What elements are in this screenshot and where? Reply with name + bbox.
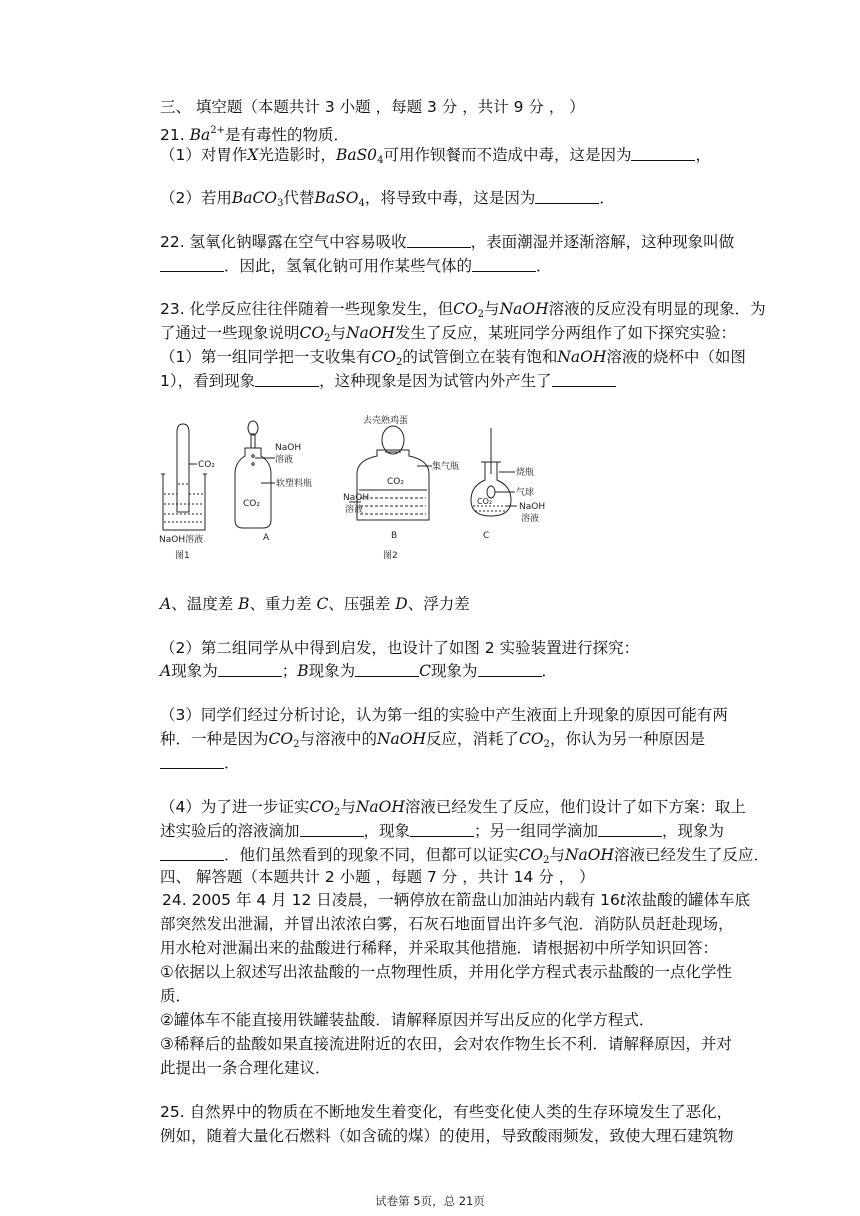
co2-formula: $CO_2$: [309, 798, 341, 818]
page-footer: 试卷第 5页，总 21页: [375, 1194, 485, 1208]
answer-blank: [407, 233, 471, 248]
q23-part4-line1: （4）为了进一步证实$CO_2$与NaOH溶液已经发生了反应，他们设计了如下方案：取上: [160, 798, 746, 818]
a-naoh-label: NaOH: [275, 443, 302, 453]
co2-formula: $CO_2$: [268, 730, 300, 750]
q23-part3-line1: （3）同学们经过分析讨论，认为第一组的实验中产生液面上升现象的原因可能有两: [160, 706, 728, 724]
q21-stem: 21. $Ba^{2+}$是有毒性的物质．: [160, 125, 349, 144]
q23-part3-line2: 种．一种是因为$CO_2$与溶液中的NaOH反应，消耗了$CO_2$，你认为另一种原因是: [160, 730, 705, 750]
q23-part3-line3: ．: [160, 753, 240, 773]
q24-line2: 部突然发出泄漏，并冒出浓浓白雾，石灰石地面冒出许多气泡．消防队员赶赴现场，: [160, 915, 734, 933]
answer-blank: [472, 257, 536, 272]
naoh-formula: NaOH: [345, 324, 396, 342]
a-solution-label: 溶液: [275, 455, 294, 465]
q21-part1: （1）对胃作X光造影时，$BaS0_4$可用作钡餐而不造成中毒，这是因为 ，: [160, 146, 711, 166]
answer-blank: [218, 662, 282, 677]
q23-line4: 1），看到现象 ，这种现象是因为试管内外产生了: [160, 371, 616, 391]
q24-line1: 24. 2005 年 4 月 12 日凌晨，一辆停放在箭盘山加油站内载有 16t浓盐酸的罐体车底: [162, 891, 751, 909]
figure1-beaker-icon: [161, 424, 207, 530]
answer-blank: [355, 662, 419, 677]
c-flask-label: 烧瓶: [516, 468, 535, 478]
q23-line2: 了通过一些现象说明$CO_2$与NaOH发生了反应，某班同学分两组作了如下探究实验：: [160, 324, 737, 344]
q24-line7: ③稀释后的盐酸如果直接流进附近的农田，会对农作物生长不利．请解释原因，并对: [160, 1035, 732, 1053]
answer-blank: [160, 257, 224, 272]
b-solution-label: 溶液: [345, 505, 364, 515]
a-letter: A: [263, 533, 270, 543]
q23-options: A、温度差 B、重力差 C、压强差 D、浮力差: [160, 595, 470, 613]
answer-blank: [631, 146, 695, 161]
c-co2-label: CO₂: [477, 497, 493, 506]
answer-blank: [255, 372, 319, 387]
fig1-co2-label: CO₂: [198, 460, 215, 470]
naoh-formula: NaOH: [564, 846, 615, 864]
c-balloon-label: 气球: [516, 488, 535, 498]
a-co2-label: CO₂: [243, 499, 260, 509]
co2-formula: $CO_2$: [371, 348, 403, 368]
q21-number: 21.: [160, 126, 185, 144]
baso4-formula: BaSO$_4$: [314, 189, 365, 209]
co2-formula: $CO_2$: [518, 846, 550, 866]
q23-part2-line2: A现象为 ；B现象为 C现象为 ．: [160, 662, 558, 680]
q24-line4: ①依据以上叙述写出浓盐酸的一点物理性质，并用化学方程式表示盐酸的一点化学性: [160, 963, 732, 981]
bottle-a-icon: [235, 421, 275, 528]
q25-line2: 例如，随着大量化石燃料（如含硫的煤）的使用，导致酸雨频发，致使大理石建筑物: [160, 1127, 734, 1145]
q23-part4-line2: 述实验后的溶液滴加 ，现象 ；另一组同学滴加 ，现象为: [160, 822, 725, 840]
b-egg-label: 去壳熟鸡蛋: [363, 416, 409, 426]
answer-blank: [160, 846, 224, 861]
a-bottle-label: 软塑料瓶: [276, 479, 313, 489]
q23-line1: 23. 化学反应往往伴随着一些现象发生，但$CO_2$与NaOH溶液的反应没有明显的现象．为: [160, 300, 766, 320]
naoh-formula: NaOH: [355, 798, 405, 816]
answer-blank: [598, 822, 662, 837]
answer-blank: [160, 754, 224, 769]
q24-line8: 此提出一条合理化建议．: [160, 1059, 331, 1077]
naoh-formula: NaOH: [376, 730, 427, 748]
section-3-title: 三、 填空题（本题共计 3 小题 ，每题 3 分 ，共计 9 分 ， ）: [160, 98, 585, 116]
q23-part4-line3: ．他们虽然看到的现象不同，但都可以证实$CO_2$与NaOH溶液已经发生了反应．: [160, 845, 769, 871]
co2-formula: $CO_2$: [299, 324, 331, 344]
q24-line3: 用水枪对泄漏出来的盐酸进行稀释，并采取其他措施．请根据初中所学知识回答：: [160, 939, 719, 957]
answer-blank: [300, 822, 364, 837]
answer-blank: [478, 662, 542, 677]
b-naoh-label: NaOH: [343, 493, 370, 503]
q22-line2: ．因此，氢氧化钠可用作某些气体的 ．: [160, 256, 552, 276]
baco3-formula: BaCO$_3$: [231, 189, 284, 209]
b-letter: B: [391, 531, 398, 541]
co2-formula: $CO_2$: [519, 730, 550, 750]
answer-blank: [410, 822, 474, 837]
answer-blank: [535, 189, 599, 204]
q23-line3: （1）第一组同学把一支收集有$CO_2$的试管倒立在装有饱和NaOH溶液的烧杯中（如图: [160, 348, 746, 368]
c-solution-label: 溶液: [521, 514, 540, 524]
naoh-formula: NaOH: [499, 300, 549, 318]
c-naoh-label: NaOH: [519, 502, 546, 512]
naoh-formula: NaOH: [557, 348, 607, 366]
answer-blank: [552, 372, 616, 387]
q25-line1: 25. 自然界中的物质在不断地发生着变化，有些变化使人类的生存环境发生了恶化，: [160, 1103, 733, 1121]
c-letter: C: [483, 531, 490, 541]
q21-part2: （2）若用BaCO$_3$代替BaSO$_4$，将导致中毒，这是因为 ．: [160, 189, 615, 209]
b-co2-label: CO₂: [387, 477, 404, 487]
fig1-naoh-label: NaOH溶液: [159, 535, 204, 545]
q23-part2-line1: （2）第二组同学从中得到启发，也设计了如图 2 实验装置进行探究：: [160, 639, 640, 657]
fig2-caption: 图2: [383, 551, 398, 560]
baso4-formula: $BaS0_4$: [335, 146, 384, 166]
b-jar-label: 集气瓶: [432, 462, 460, 472]
q24-line6: ②罐体车不能直接用铁罐装盐酸．请解释原因并写出反应的化学方程式．: [160, 1011, 655, 1029]
section-4-title: 四、 解答题（本题共计 2 小题 ，每题 7 分 ，共计 14 分 ， ）: [160, 868, 595, 886]
q24-line5: 质．: [160, 987, 192, 1005]
ba-ion: $Ba^{2+}$: [189, 125, 225, 144]
fig1-caption: 图1: [175, 551, 190, 560]
co2-formula: $CO_2$: [453, 300, 485, 320]
experiment-figure: [155, 412, 575, 560]
q22-line1: 22. 氢氧化钠曝露在空气中容易吸收 ，表面潮湿并逐渐溶解，这种现象叫做: [160, 233, 735, 251]
